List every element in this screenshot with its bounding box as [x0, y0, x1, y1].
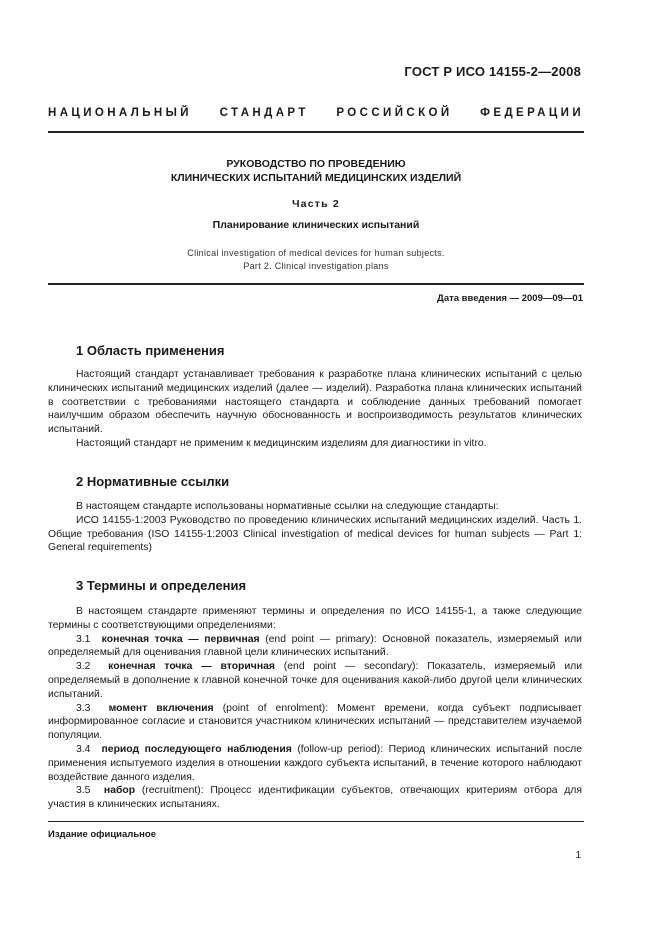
- term-number: 3.4: [76, 743, 91, 755]
- section-1-body: [48, 368, 582, 451]
- term-name: момент включения: [108, 702, 214, 714]
- top-rule: [48, 131, 584, 133]
- term-3-2: [48, 660, 582, 701]
- page-number: 1: [575, 850, 581, 861]
- term-3-1: [48, 633, 582, 661]
- standard-number: ГОСТ Р ИСО 14155-2—2008: [404, 64, 581, 79]
- term-3-3: [48, 702, 582, 743]
- section-2-reference: ИСО 14155-1:2003 Руководство по проведению клинических испытаний медицинских изделий. Часть 1. Общие требования (ISO 14155-1:2003 Clinical investigation of medical devices for human subjects — Part 1: General requirements): [48, 514, 582, 554]
- section-3-intro: В настоящем стандарте применяют термины и определения по ИСО 14155-1, а также следующие термины с соответствующими определениями:: [48, 606, 582, 631]
- part-subtitle: Планирование клинических испытаний: [212, 219, 420, 231]
- term-name: конечная точка — вторичная: [108, 661, 275, 673]
- section-1-paragraph-2: Настоящий стандарт не применим к медицинским изделиям для диагностики in vitro.: [76, 437, 487, 449]
- document-title: [48, 157, 584, 185]
- title-line-1: РУКОВОДСТВО ПО ПРОВЕДЕНИЮ: [226, 158, 406, 170]
- term-name: период последующего наблюдения: [101, 743, 292, 755]
- title-bottom-rule: [48, 283, 584, 285]
- term-number: 3.2: [76, 661, 91, 673]
- section-1-heading: 1 Область применения: [76, 343, 225, 358]
- section-2-paragraph-1: В настоящем стандарте использованы нормативные ссылки на следующие стандарты:: [76, 501, 499, 512]
- english-title: [48, 247, 584, 273]
- term-number: 3.5: [76, 785, 91, 797]
- term-name: набор: [103, 785, 136, 797]
- term-3-5: [48, 784, 582, 812]
- section-2-body: [48, 500, 582, 555]
- section-2-heading: 2 Нормативные ссылки: [76, 474, 230, 489]
- term-definition: (end point — secondary): Показатель, измеряемый или определяемый в дополнение к главной конечной точке для оценивания какой-либо другой цели клинических испытаний.: [48, 661, 582, 700]
- english-title-line-2: Part 2. Clinical investigation plans: [243, 261, 389, 271]
- term-definition: (end point — primary): Основной показатель, измеряемый или определяемый для оценивания главной цели клинических испытаний.: [48, 633, 582, 659]
- term-number: 3.3: [76, 702, 91, 714]
- section-1-paragraph-1: Настоящий стандарт устанавливает требования к разработке плана клинических испытаний с целью клинических испытаний медицинских изделий (далее — изделий). Разработка плана клинических испытаний в соответствии с требованиями настоящего стандарта и соблюдение данных требований помогает наилучшим образом обеспечить научную обоснованность и воспроизводимость результатов клинических испытаний.: [48, 369, 582, 436]
- title-line-2: КЛИНИЧЕСКИХ ИСПЫТАНИЙ МЕДИЦИНСКИХ ИЗДЕЛИЙ: [170, 172, 462, 184]
- term-number: 3.1: [76, 633, 91, 645]
- section-3-body: [48, 605, 582, 812]
- section-3-heading: 3 Термины и определения: [76, 578, 247, 593]
- national-standard-banner: НАЦИОНАЛЬНЫЙ СТАНДАРТ РОССИЙСКОЙ ФЕДЕРАЦИИ: [48, 107, 584, 119]
- term-definition: (point of enrolment): Момент времени, когда субъект подписывает информированное согласие и становится участником клинических испытаний — представителем изучаемой популяции.: [48, 702, 583, 742]
- footer-rule: [48, 821, 584, 822]
- effective-date: Дата введения — 2009—09—01: [437, 293, 583, 304]
- term-definition: (recruitment): Процесс идентификации субъектов, отвечающих критериям отбора для участия в клинических испытаниях.: [48, 785, 582, 811]
- english-title-line-1: Clinical investigation of medical devices for human subjects.: [187, 248, 445, 258]
- term-name: конечная точка — первичная: [101, 633, 260, 645]
- term-3-4: [48, 743, 582, 784]
- official-edition-label: Издание официальное: [48, 829, 156, 840]
- term-definition: (follow-up period): Период клинических испытаний после применения испытуемого изделия в отношении каждого субъекта испытаний, в течение которого наблюдают воздействие данного изделия.: [48, 743, 582, 783]
- part-label: Часть 2: [292, 198, 340, 210]
